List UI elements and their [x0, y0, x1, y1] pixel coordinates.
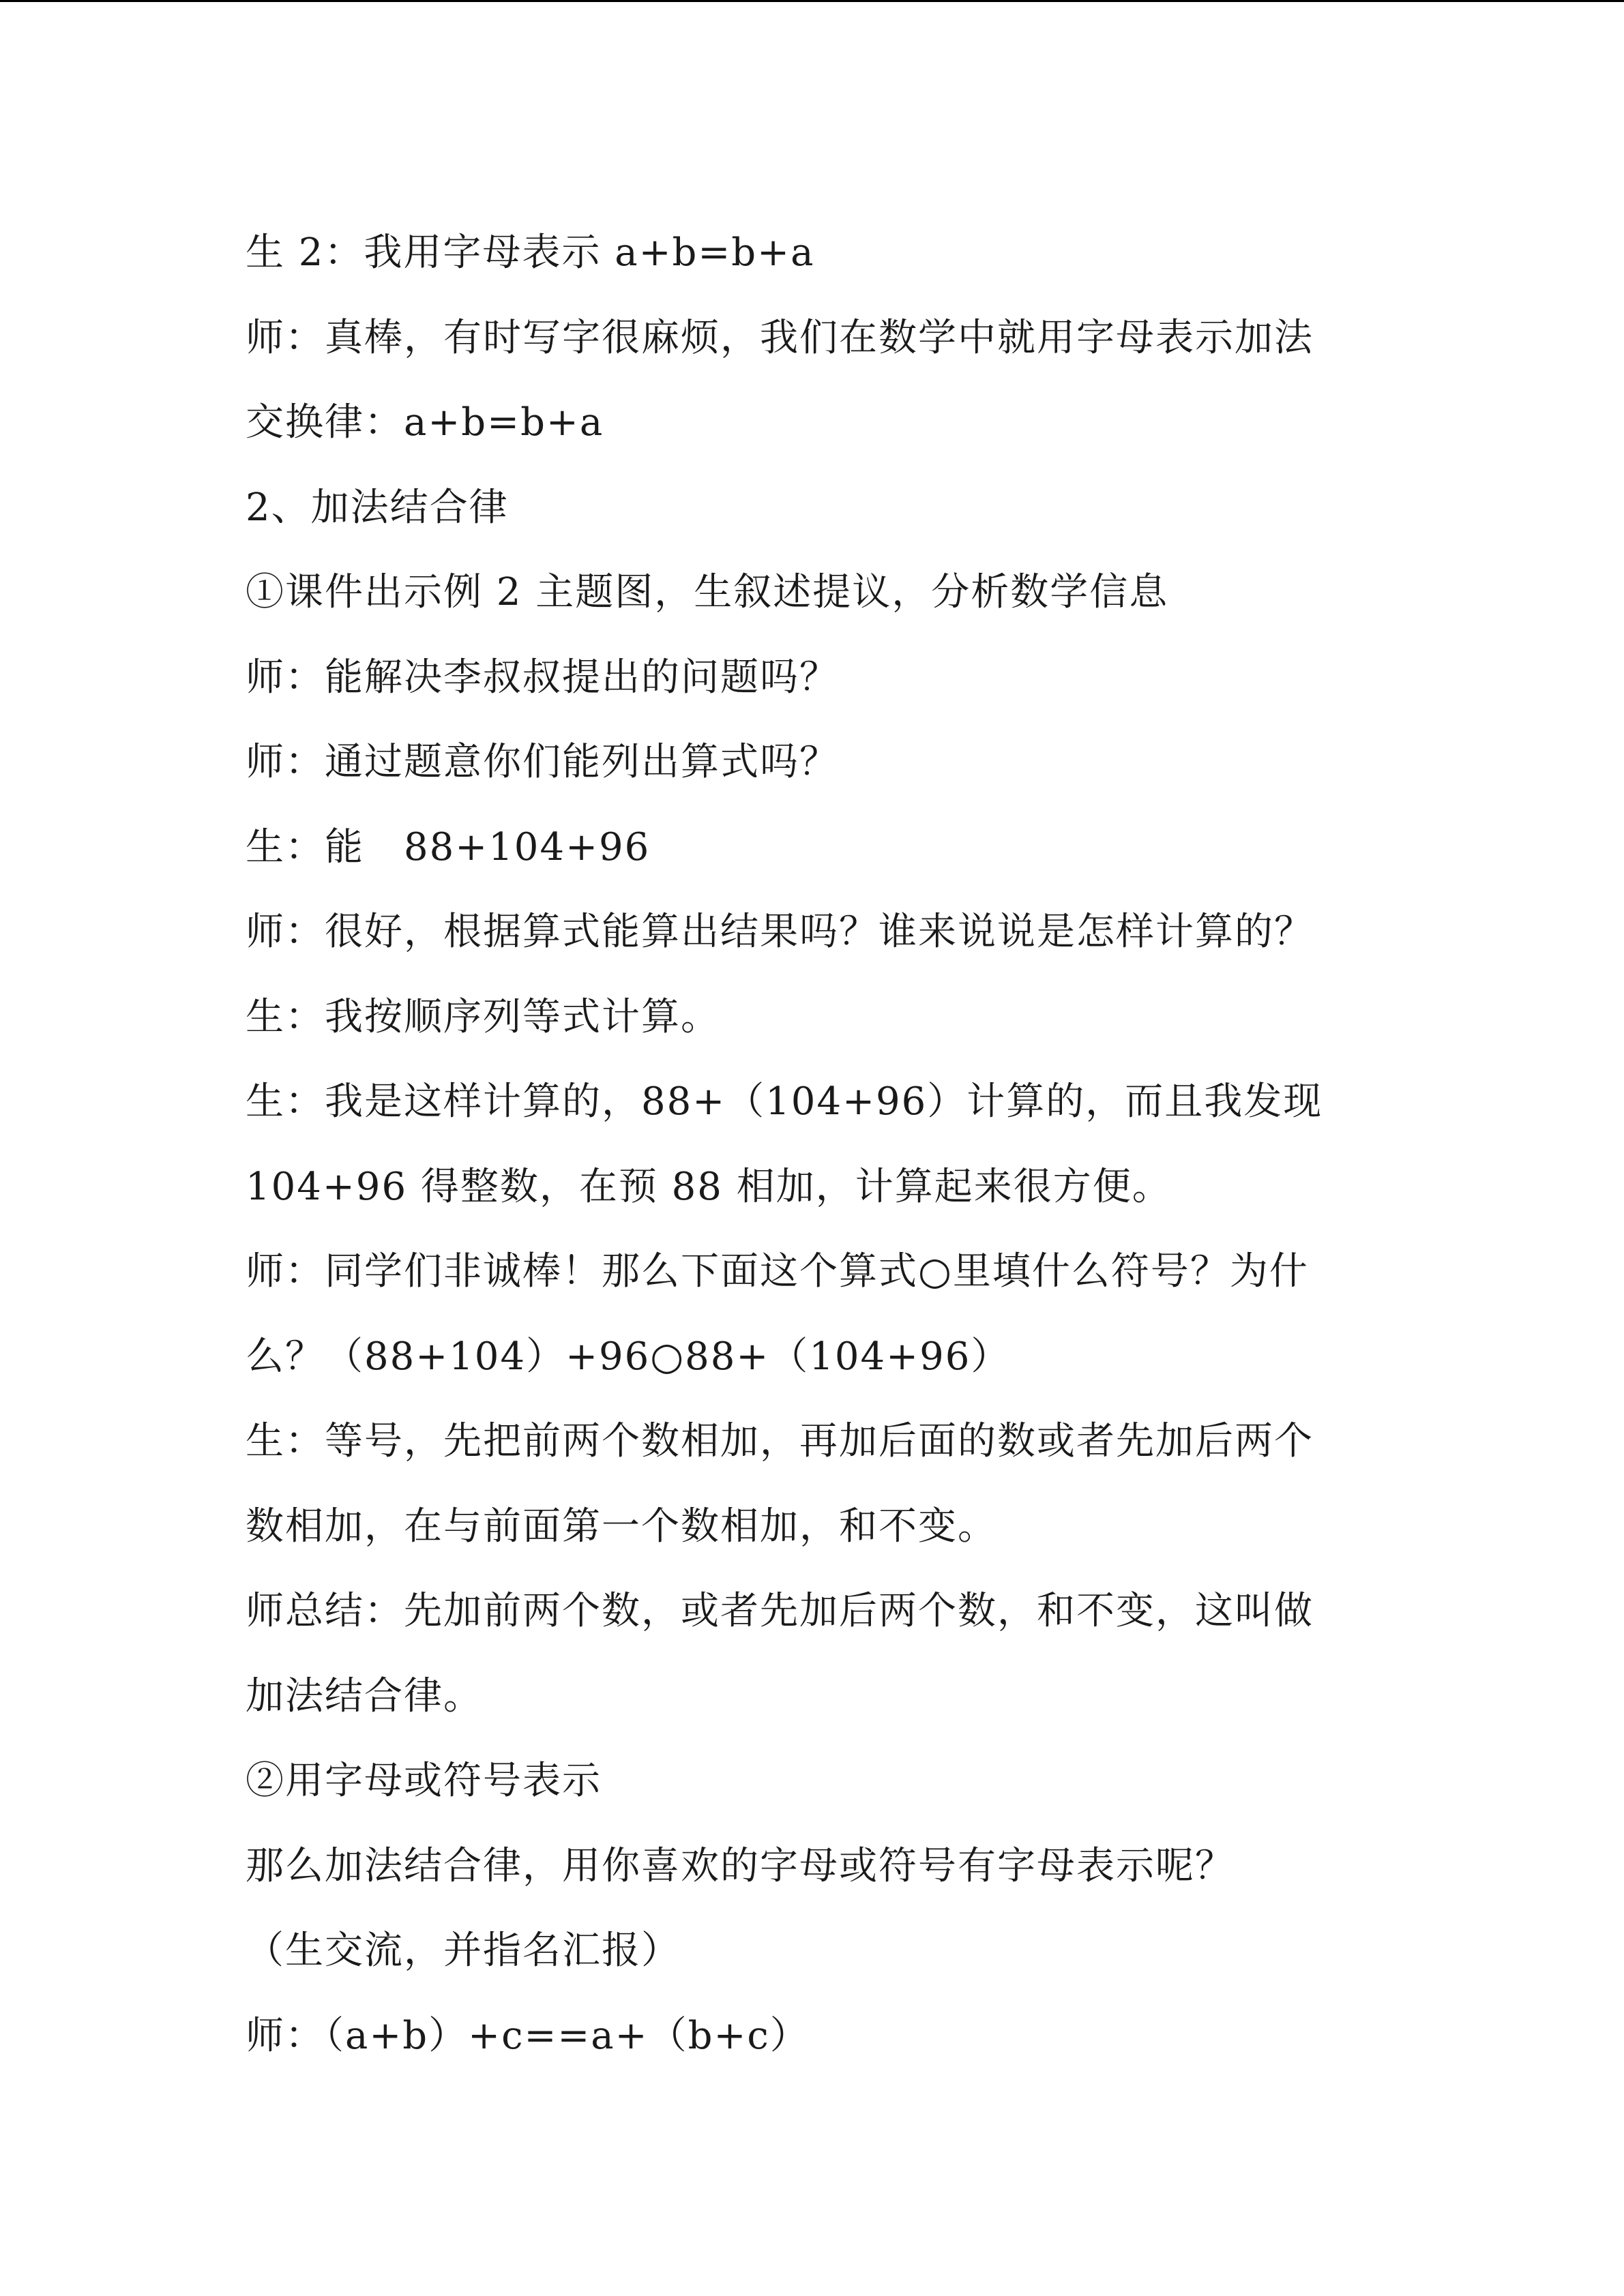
text-line: 师：能解决李叔叔提出的问题吗？ — [246, 655, 839, 700]
text-line: 交换律：a+b=b+a — [246, 400, 604, 445]
text-line: 师：真棒，有时写字很麻烦，我们在数学中就用字母表示加法 — [246, 315, 1314, 360]
text-line: 生 2：我用字母表示 a+b=b+a — [246, 230, 815, 275]
text-line: ①课件出示例 2 主题图，生叙述提议，分析数学信息 — [246, 570, 1169, 614]
text-line: 生：我是这样计算的，88+（104+96）计算的，而且我发现 — [246, 1079, 1323, 1124]
text-line: ②用字母或符号表示 — [246, 1759, 602, 1803]
text-line: 师总结：先加前两个数，或者先加后两个数，和不变，这叫做 — [246, 1589, 1314, 1633]
text-line: 加法结合律。 — [246, 1673, 483, 1718]
text-line: 生：等号，先把前两个数相加，再加后面的数或者先加后两个 — [246, 1419, 1314, 1463]
text-line: 师：很好，根据算式能算出结果吗？谁来说说是怎样计算的？ — [246, 910, 1314, 954]
text-line: 那么加法结合律，用你喜欢的字母或符号有字母表示呢？ — [246, 1843, 1235, 1888]
text-line: 104+96 得整数，在预 88 相加，计算起来很方便。 — [246, 1164, 1172, 1209]
text-line: 师：同学们非诚棒！那么下面这个算式○里填什么符号？为什 — [246, 1249, 1309, 1294]
text-line: 么？（88+104）+96○88+（104+96） — [246, 1334, 1011, 1379]
text-line: （生交流，并指名汇报） — [246, 1928, 681, 1973]
text-line: 生：我按顺序列等式计算。 — [246, 994, 720, 1039]
text-line: 师：通过题意你们能列出算式吗？ — [246, 740, 839, 784]
document-body — [246, 211, 1405, 2078]
text-line: 数相加，在与前面第一个数相加，和不变。 — [246, 1504, 997, 1549]
text-line: 师：（a+b）+c==a+（b+c） — [246, 2013, 810, 2058]
text-line: 生：能 88+104+96 — [246, 824, 651, 869]
section-heading: 2、加法结合律 — [246, 485, 509, 530]
